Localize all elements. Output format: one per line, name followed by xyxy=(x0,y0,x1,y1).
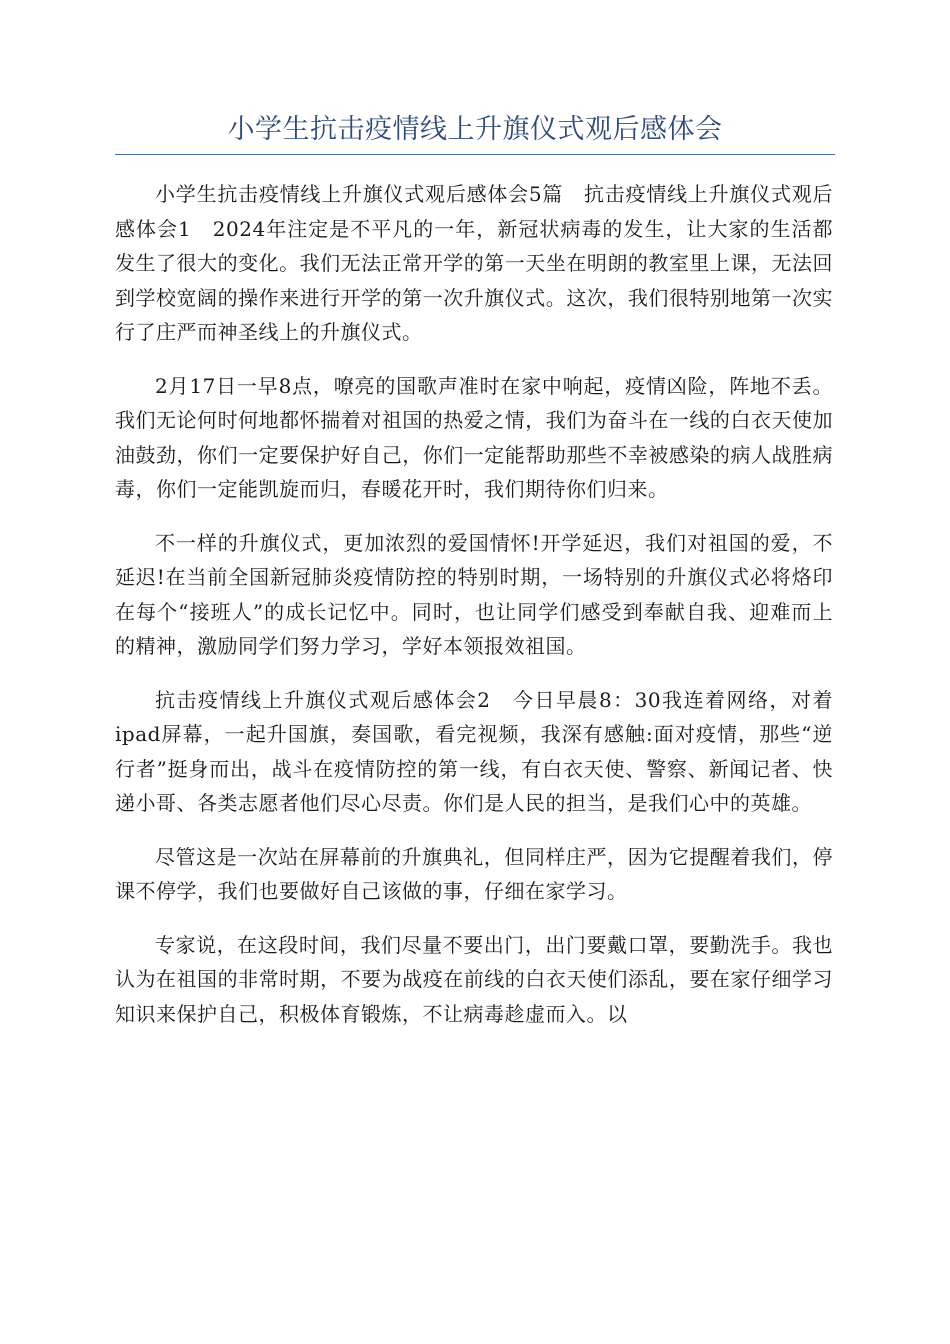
paragraph-2: 2月17日一早8点，嘹亮的国歌声准时在家中响起，疫情凶险，阵地不丢。我们无论何时何地都怀揣着对祖国的热爱之情，我们为奋斗在一线的白衣天使加油鼓劲，你们一定要保护好自己，你们一定能帮助那些不幸被感染的病人战胜病毒，你们一定能凯旋而归，春暖花开时，我们期待你们归来。 xyxy=(115,373,833,501)
paragraph-5: 尽管这是一次站在屏幕前的升旗典礼，但同样庄严，因为它提醒着我们，停课不停学，我们也要做好自己该做的事，仔细在家学习。 xyxy=(115,844,833,903)
document-body xyxy=(115,177,833,1050)
paragraph-1: 小学生抗击疫情线上升旗仪式观后感体会5篇 抗击疫情线上升旗仪式观后感体会1 2024年注定是不平凡的一年，新冠状病毒的发生，让大家的生活都发生了很大的变化。我们无法正常开学的第一天坐在明朗的教室里上课，无法回到学校宽阔的操作来进行开学的第一次升旗仪式。这次，我们很特别地第一次实行了庄严而神圣线上的升旗仪式。 xyxy=(115,182,833,344)
paragraph-4: 抗击疫情线上升旗仪式观后感体会2 今日早晨8：30我连着网络，对着ipad屏幕，一起升国旗，奏国歌，看完视频，我深有感触:面对疫情，那些“逆行者”挺身而出，战斗在疫情防控的第一线，有白衣天使、警察、新闻记者、快递小哥、各类志愿者他们尽心尽责。你们是人民的担当，是我们心中的英雄。 xyxy=(115,687,833,815)
paragraph-3: 不一样的升旗仪式，更加浓烈的爱国情怀!开学延迟，我们对祖国的爱，不延迟!在当前全国新冠肺炎疫情防控的特别时期，一场特别的升旗仪式必将烙印在每个“接班人”的成长记忆中。同时，也让同学们感受到奉献自我、迎难而上的精神，激励同学们努力学习，学好本领报效祖国。 xyxy=(115,530,833,658)
title-underline xyxy=(115,154,835,155)
paragraph-6: 专家说，在这段时间，我们尽量不要出门，出门要戴口罩，要勤洗手。我也认为在祖国的非常时期，不要为战疫在前线的白衣天使们添乱，要在家仔细学习知识来保护自己，积极体育锻炼，不让病毒趁虚而入。以 xyxy=(115,932,833,1026)
document-title: 小学生抗击疫情线上升旗仪式观后感体会 xyxy=(227,114,723,145)
